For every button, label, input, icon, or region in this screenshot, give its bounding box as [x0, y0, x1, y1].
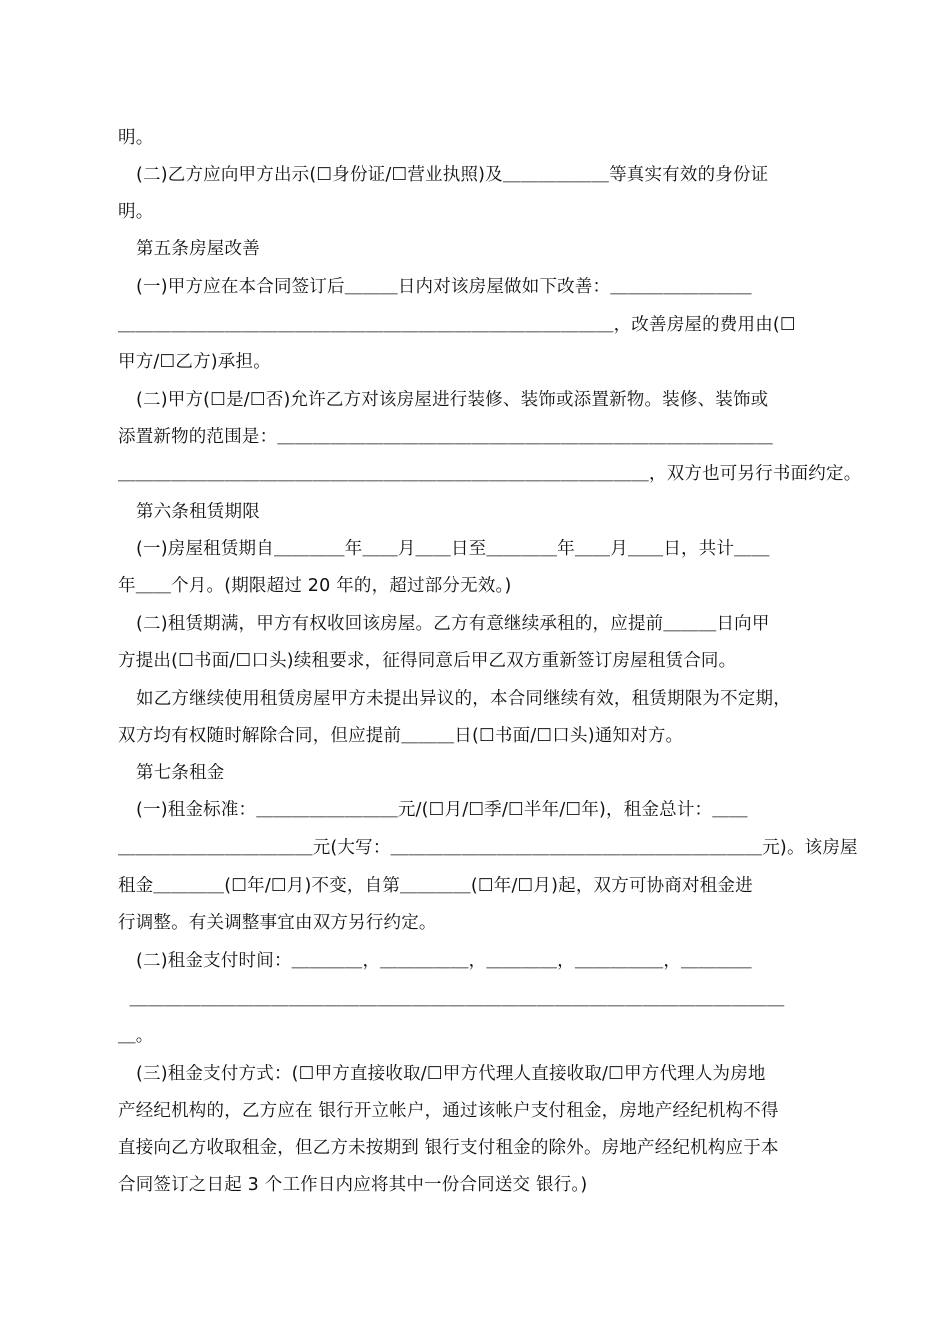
- text-line: (一)租金标准：＿＿＿＿＿＿＿＿元/(☐月/☐季/☐半年/☐年)，租金总计：＿＿: [136, 800, 748, 820]
- text-line: ＿＿＿＿＿＿＿＿＿＿＿＿＿＿＿＿＿＿＿＿＿＿＿＿＿＿＿＿＿＿＿＿＿＿＿＿＿: [118, 989, 785, 1009]
- text-line: 明。: [118, 202, 154, 222]
- text-line: 添置新物的范围是：＿＿＿＿＿＿＿＿＿＿＿＿＿＿＿＿＿＿＿＿＿＿＿＿＿＿＿＿: [118, 427, 773, 447]
- section-heading: 第六条租赁期限: [136, 502, 260, 522]
- text-line: ＿。: [118, 1026, 154, 1046]
- section-heading: 第七条租金: [136, 763, 225, 783]
- text-line: 直接向乙方收取租金，但乙方未按期到 银行支付租金的除外。房地产经纪机构应于本: [118, 1138, 779, 1158]
- text-line: (二)乙方应向甲方出示(☐身份证/☐营业执照)及＿＿＿＿＿＿等真实有效的身份证: [136, 165, 769, 185]
- text-line: 双方均有权随时解除合同，但应提前＿＿＿日(☐书面/☐口头)通知对方。: [118, 726, 684, 746]
- text-line: (一)房屋租赁期自＿＿＿＿年＿＿月＿＿日至＿＿＿＿年＿＿月＿＿日，共计＿＿: [136, 539, 770, 559]
- text-line: ＿＿＿＿＿＿＿＿＿＿＿元(大写：＿＿＿＿＿＿＿＿＿＿＿＿＿＿＿＿＿＿＿＿＿元)。该房屋: [118, 838, 858, 858]
- text-line: (一)甲方应在本合同签订后＿＿＿日内对该房屋做如下改善：＿＿＿＿＿＿＿＿: [136, 277, 752, 297]
- text-line: 租金＿＿＿＿(☐年/☐月)不变，自第＿＿＿＿(☐年/☐月)起，双方可协商对租金进: [118, 876, 753, 896]
- text-line: 合同签订之日起 3 个工作日内应将其中一份合同送交 银行。): [118, 1175, 588, 1195]
- text-line: 行调整。有关调整事宜由双方另行约定。: [118, 913, 437, 933]
- text-line: 明。: [118, 128, 154, 148]
- text-line: ＿＿＿＿＿＿＿＿＿＿＿＿＿＿＿＿＿＿＿＿＿＿＿＿＿＿＿＿，改善房屋的费用由(☐: [118, 315, 796, 335]
- text-line: ＿＿＿＿＿＿＿＿＿＿＿＿＿＿＿＿＿＿＿＿＿＿＿＿＿＿＿＿＿＿，双方也可另行书面约定。: [118, 464, 862, 484]
- text-line: 方提出(☐书面/☐口头)续租要求，征得同意后甲乙双方重新签订房屋租赁合同。: [118, 651, 737, 671]
- text-line: (二)甲方(☐是/☐否)允许乙方对该房屋进行装修、装饰或添置新物。装修、装饰或: [136, 390, 769, 410]
- section-heading: 第五条房屋改善: [136, 239, 260, 259]
- text-line: (二)租赁期满，甲方有权收回该房屋。乙方有意继续承租的，应提前＿＿＿日向甲: [136, 614, 770, 634]
- text-line: (二)租金支付时间：＿＿＿＿，＿＿＿＿＿，＿＿＿＿，＿＿＿＿＿，＿＿＿＿: [136, 951, 752, 971]
- text-line: 甲方/☐乙方)承担。: [118, 352, 271, 372]
- text-line: 产经纪机构的，乙方应在 银行开立帐户，通过该帐户支付租金，房地产经纪机构不得: [118, 1101, 779, 1121]
- text-line: 如乙方继续使用租赁房屋甲方未提出异议的，本合同继续有效，租赁期限为不定期，: [136, 689, 791, 709]
- text-line: 年＿＿个月。(期限超过 20 年的，超过部分无效。): [118, 576, 512, 596]
- text-line: (三)租金支付方式：(☐甲方直接收取/☐甲方代理人直接收取/☐甲方代理人为房地: [136, 1064, 766, 1084]
